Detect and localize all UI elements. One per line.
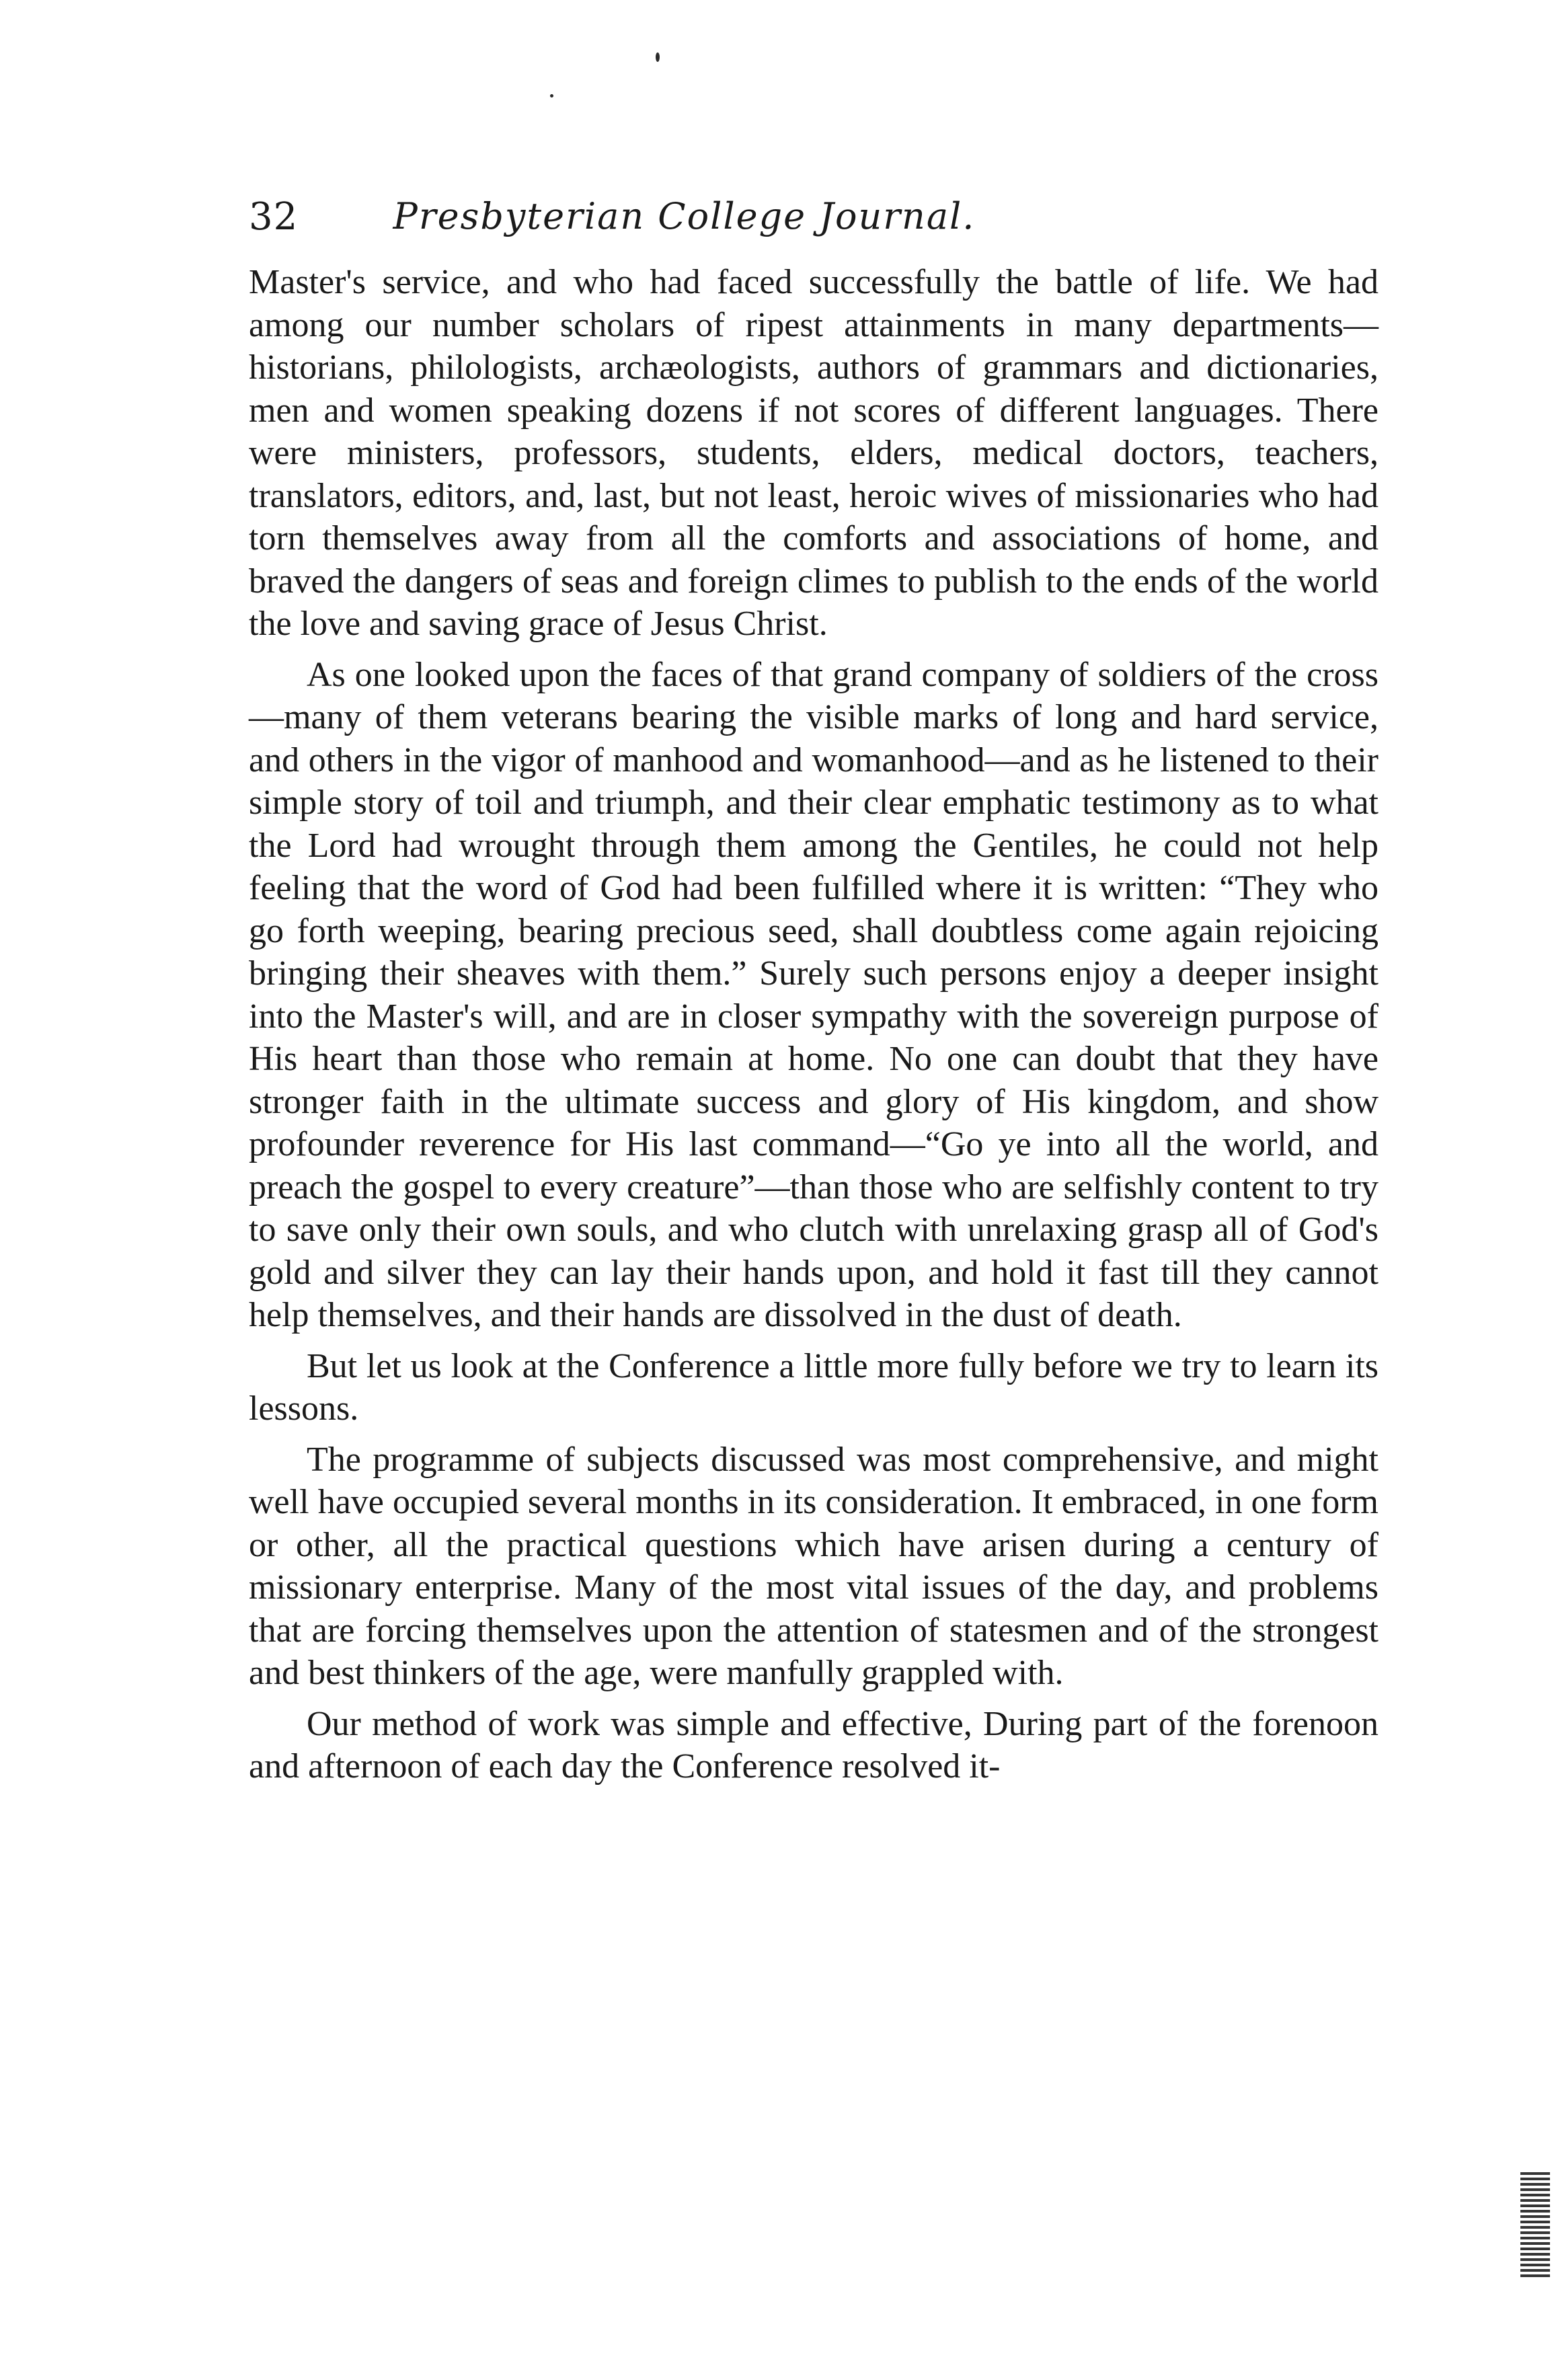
paragraph: The programme of subjects discussed was most comprehensive, and might well have occupied several months in its consideration. It embraced, in one form or other, all the practical questions which have arisen during a century of missionary enterprise. Many of the most vital issues of the day, and problems that are forcing themselves upon the attention of statesmen and of the strongest and best thinkers of the age, were manfully grappled with. [249, 1440, 1378, 1692]
page-header [249, 195, 1120, 249]
paragraph: But let us look at the Conference a little more fully before we try to learn its lessons. [249, 1346, 1378, 1428]
running-title: Presbyterian College Journal. [393, 195, 976, 237]
body-text [249, 261, 1378, 1796]
paragraph: Our method of work was simple and effective, During part of the forenoon and afternoon of each day the Conference resolved it- [249, 1704, 1378, 1786]
paragraph: As one looked upon the faces of that grand company of soldiers of the cross—many of them veterans bearing the visible marks of long and hard service, and others in the vigor of manhood and womanhood—and as he listened to their simple story of toil and triumph, and their clear emphatic testimony as to what the Lord had wrought through them among the Gentiles, he could not help feeling that the word of God had been fulfilled where it is written: “They who go forth weeping, bearing precious seed, shall doubtless come again rejoicing bringing their sheaves with them.” Surely such persons enjoy a deeper insight into the Master's will, and are in closer sympathy with the sovereign purpose of His heart than those who remain at home. No one can doubt that they have stronger faith in the ultimate success and glory of His kingdom, and show profounder reverence for His last command—“Go ye into all the world, and preach the gospel to every creature”—than those who are selfishly content to try to save only their own souls, and who clutch with unrelaxing grasp all of God's gold and silver they can lay their hands upon, and hold it fast till they cannot help themselves, and their hands are dissolved in the dust of death. [249, 655, 1378, 1334]
ink-speck [656, 52, 660, 62]
scan-edge-marks [1520, 2172, 1550, 2280]
page-number: 32 [249, 195, 299, 239]
ink-speck [550, 94, 553, 98]
paragraph: Master's service, and who had faced successfully the battle of life. We had among our number scholars of ripest attainments in many departments—historians, philologists, archæologists, authors of grammars and dictionaries, men and women speaking dozens if not scores of different languages. There were ministers, professors, students, elders, medical doctors, teachers, translators, editors, and, last, but not least, heroic wives of missionaries who had torn themselves away from all the comforts and associations of home, and braved the dangers of seas and foreign climes to publish to the ends of the world the love and saving grace of Jesus Christ. [249, 263, 1378, 643]
